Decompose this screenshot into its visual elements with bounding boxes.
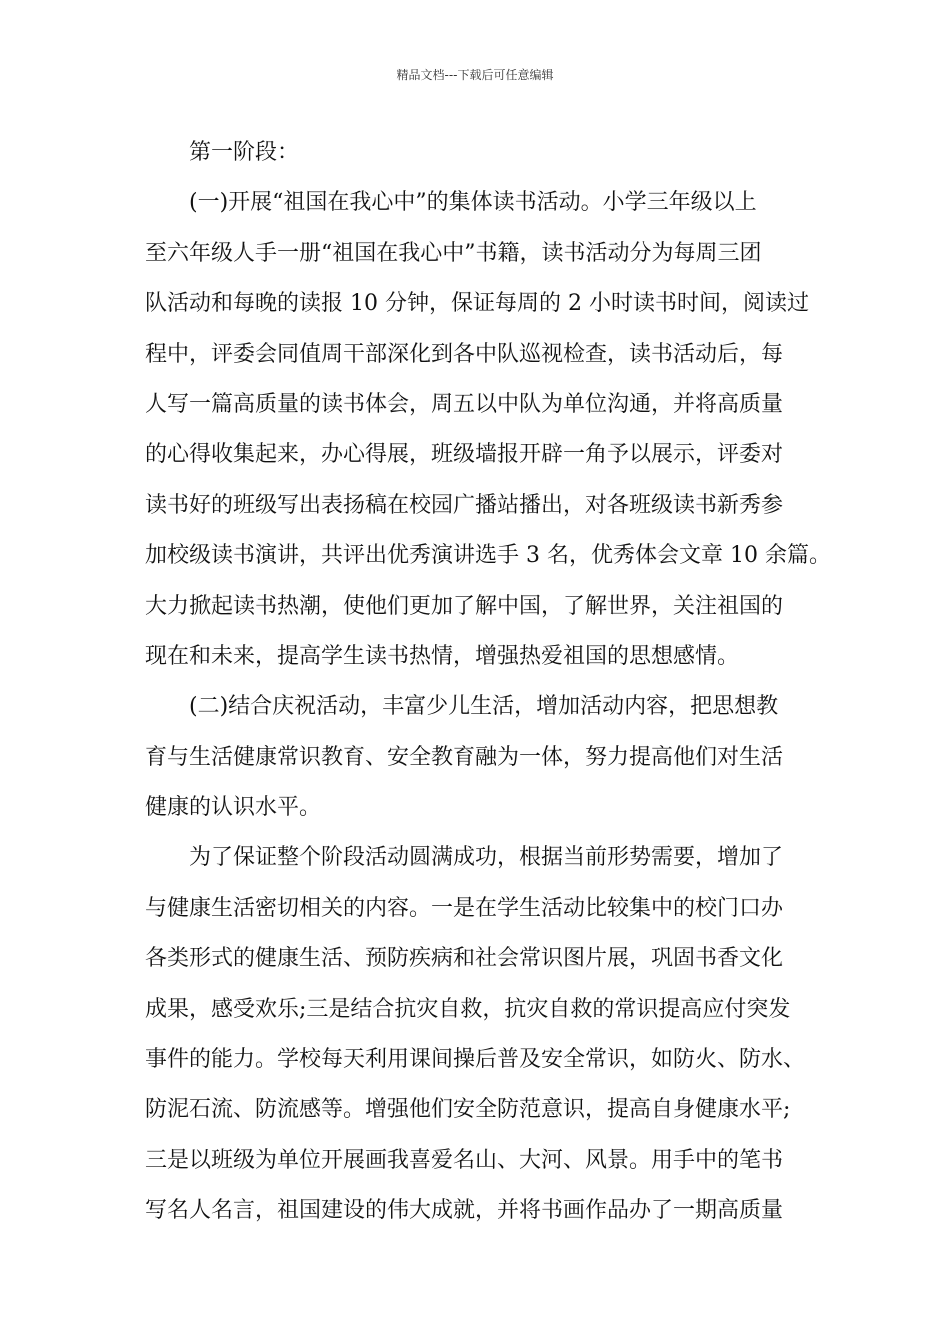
document-body <box>145 128 831 1237</box>
text-line: 育与生活健康常识教育、安全教育融为一体，努力提高他们对生活 <box>145 744 784 770</box>
text-line: 为了保证整个阶段活动圆满成功，根据当前形势需要，增加了 <box>189 845 784 871</box>
text-line: 的心得收集起来，办心得展，班级墙报开辟一角予以展示，评委对 <box>145 442 784 468</box>
text-line: (一)开展“祖国在我心中”的集体读书活动。小学三年级以上 <box>189 190 757 216</box>
text-line: 程中，评委会同值周干部深化到各中队巡视检查，读书活动后，每 <box>145 341 784 367</box>
text-line: 防泥石流、防流感等。增强他们安全防范意识，提高自身健康水平; <box>145 1097 791 1123</box>
page-header: 精品文档---下载后可任意编辑 <box>396 68 554 82</box>
text-line: 大力掀起读书热潮，使他们更加了解中国，了解世界，关注祖国的 <box>145 593 784 619</box>
text-line: 健康的认识水平。 <box>145 795 322 821</box>
text-line: 队活动和每晚的读报 10 分钟，保证每周的 2 小时读书时间，阅读过 <box>145 291 809 317</box>
text-line: 第一阶段： <box>189 140 300 165</box>
text-line: 写名人名言，祖国建设的伟大成就，并将书画作品办了一期高质量 <box>145 1198 784 1224</box>
text-line: 现在和未来，提高学生读书热情，增强热爱祖国的思想感情。 <box>145 643 740 669</box>
text-line: 各类形式的健康生活、预防疾病和社会常识图片展，巩固书香文化 <box>145 946 784 972</box>
text-line: 事件的能力。学校每天利用课间操后普及安全常识，如防火、防水、 <box>145 1047 806 1073</box>
text-line: 三是以班级为单位开展画我喜爱名山、大河、风景。用手中的笔书 <box>145 1147 784 1173</box>
text-line: 成果，感受欢乐;三是结合抗灾自救，抗灾自救的常识提高应付突发 <box>145 996 791 1022</box>
text-line: 人写一篇高质量的读书体会，周五以中队为单位沟通，并将高质量 <box>145 391 784 417</box>
text-line: 与健康生活密切相关的内容。一是在学生活动比较集中的校门口办 <box>145 895 784 921</box>
text-line: 读书好的班级写出表扬稿在校园广播站播出，对各班级读书新秀参 <box>145 492 784 518</box>
text-line: 至六年级人手一册“祖国在我心中”书籍，读书活动分为每周三团 <box>145 240 762 266</box>
text-line: (二)结合庆祝活动，丰富少儿生活，增加活动内容，把思想教 <box>189 694 779 720</box>
text-line: 加校级读书演讲，共评出优秀演讲选手 3 名，优秀体会文章 10 余篇。 <box>145 543 831 569</box>
